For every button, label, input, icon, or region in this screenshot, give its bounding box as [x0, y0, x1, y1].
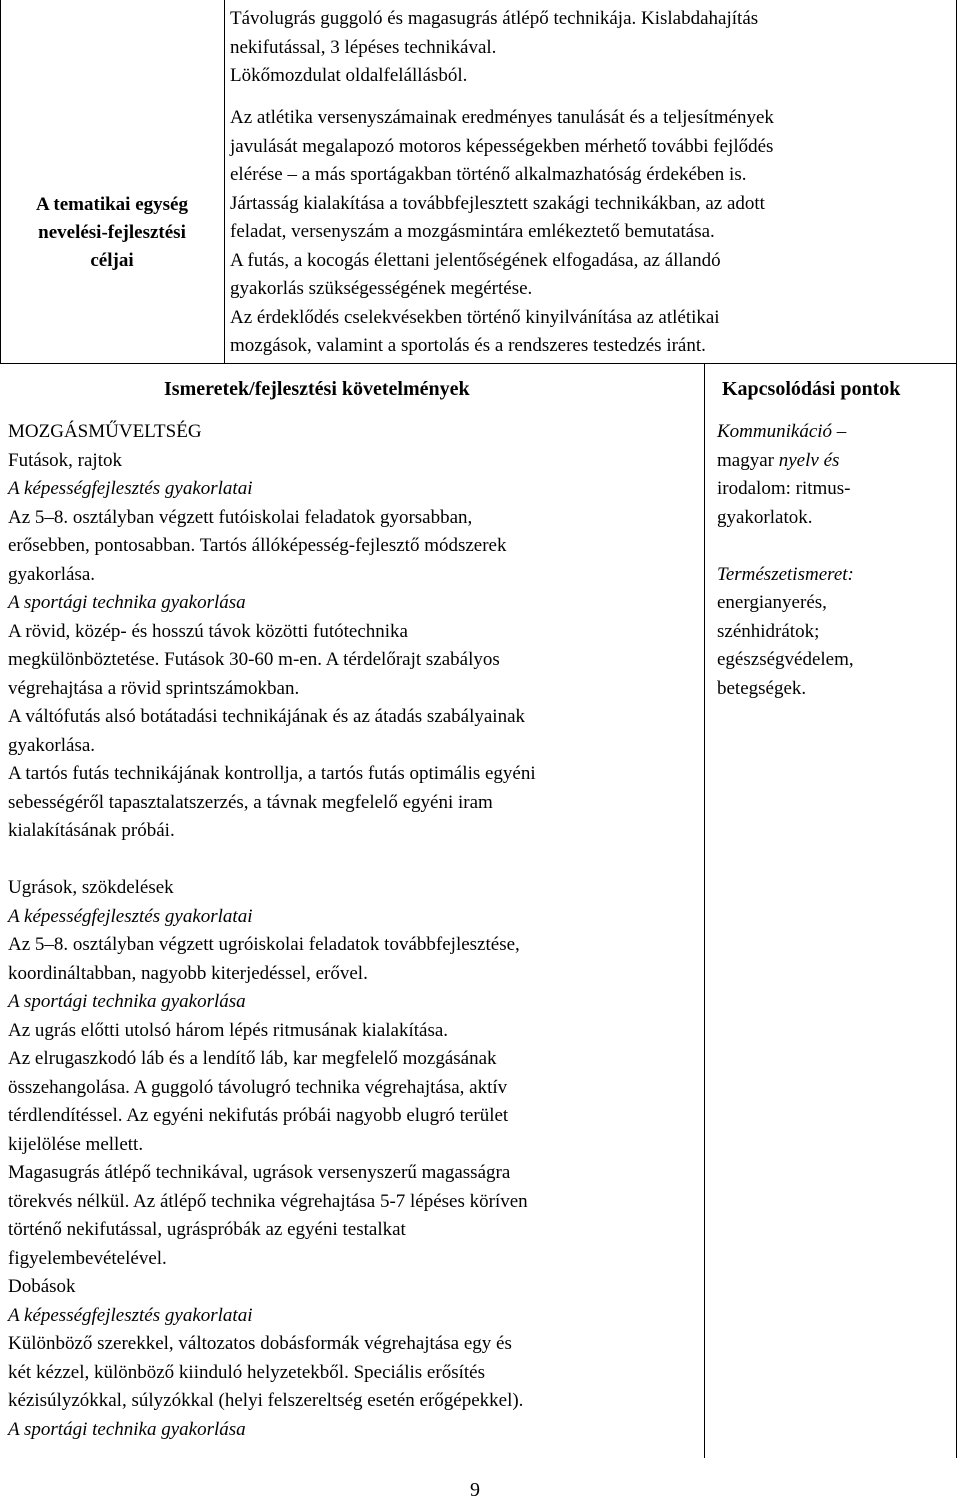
text-line: Az elrugaszkodó láb és a lendítő láb, kar megfelelő mozgásának: [8, 1048, 497, 1069]
text-line: Távolugrás guggoló és magasugrás átlépő technikája. Kislabdahajítás: [230, 8, 759, 29]
text-line: A sportági technika gyakorlása: [8, 1418, 246, 1440]
text-line: két kézzel, különböző kiinduló helyzetekből. Speciális erősítés: [8, 1361, 485, 1383]
text-line: összehangolása. A guggoló távolugró technika végrehajtása, aktív: [8, 1076, 508, 1098]
text-line: Az 5–8. osztályban végzett ugróiskolai feladatok továbbfejlesztése,: [8, 934, 520, 955]
page-number: 9: [470, 1479, 480, 1501]
table-left-border: [0, 0, 1, 363]
text-line: energianyerés,: [717, 592, 827, 613]
text-line: Kommunikáció –: [717, 421, 847, 442]
table-right-border: [956, 0, 957, 1458]
text-line: A sportági technika gyakorlása: [8, 592, 246, 613]
text-line: Az ugrás előtti utolsó három lépés ritmusának kialakítása.: [8, 1019, 449, 1041]
text-line: A képességfejlesztés gyakorlatai: [8, 1304, 253, 1326]
text-line: erősebben, pontosabban. Tartós állóképesség-fejlesztő módszerek: [8, 535, 507, 556]
text-line: Dobások: [8, 1276, 76, 1297]
text-line: A tartós futás technikájának kontrollja, a tartós futás optimális egyéni: [8, 763, 536, 784]
requirements-content: [8, 418, 702, 1444]
requirements-header: Ismeretek/fejlesztési követelmények: [164, 378, 470, 400]
text-line: gyakorlása.: [8, 734, 96, 756]
text-line: kijelölése mellett.: [8, 1133, 144, 1155]
text-line: nekifutással, 3 lépéses technikával.: [230, 36, 497, 58]
text-line: Különböző szerekkel, változatos dobásformák végrehajtása egy és: [8, 1333, 512, 1354]
text-line: Magasugrás átlépő technikával, ugrások versenyszerű magasságra: [8, 1162, 511, 1183]
text-line: javulását megalapozó motoros képességekben mérhető további fejlődés: [230, 135, 774, 157]
text-line: Az 5–8. osztályban végzett futóiskolai feladatok gyorsabban,: [8, 506, 473, 528]
text-line: irodalom: ritmus-: [717, 478, 851, 499]
text-line: Jártasság kialakítása a továbbfejlesztett szakági technikákban, az adott: [230, 192, 765, 214]
text-line: A váltófutás alsó botátadási technikájának és az átadás szabályainak: [8, 706, 526, 727]
text-line: törekvés nélkül. Az átlépő technika végrehajtása 5-7 lépéses köríven: [8, 1190, 528, 1212]
text-line: A képességfejlesztés gyakorlatai: [8, 478, 253, 499]
table-row-divider: [0, 363, 957, 364]
goals-label: A tematikai egység nevelési-fejlesztési céljai: [36, 194, 188, 271]
text-line: A képességfejlesztés gyakorlatai: [8, 905, 253, 927]
text-line: Az érdeklődés cselekvésekben történő kinyilvánítása az atlétikai: [230, 306, 720, 328]
text-line: mozgások, valamint a sportolás és a rendszeres testedzés iránt.: [230, 335, 706, 356]
text-line: megkülönböztetése. Futások 30-60 m-en. A térdelőrajt szabályos: [8, 649, 500, 670]
connections-content: [717, 418, 953, 703]
text-line: kialakításának próbái.: [8, 820, 175, 841]
text-line: sebességéről tapasztalatszerzés, a távnak megfelelő egyéni iram: [8, 791, 493, 813]
text-line: A sportági technika gyakorlása: [8, 991, 246, 1012]
text-line: gyakorlás szükségességének megértése.: [230, 278, 533, 299]
text-line: magyar nyelv és: [717, 449, 840, 471]
text-line: Ugrások, szökdelések: [8, 877, 174, 898]
blank-line: [717, 532, 953, 561]
text-line: egészségvédelem,: [717, 649, 854, 670]
text-line: kézisúlyzókkal, súlyzókkal (helyi felszereltség esetén erőgépekkel).: [8, 1390, 524, 1411]
table-column-divider: [704, 363, 705, 1458]
text-line: Futások, rajtok: [8, 449, 122, 471]
text-line: betegségek.: [717, 677, 807, 699]
top-row-text: [230, 5, 950, 91]
text-line: gyakorlatok.: [717, 506, 813, 528]
text-line: Az atlétika versenyszámainak eredményes tanulását és a teljesítmények: [230, 107, 774, 128]
text-line: A futás, a kocogás élettani jelentőségének elfogadása, az állandó: [230, 249, 721, 271]
blank-line: [8, 846, 702, 875]
text-line: A rövid, közép- és hosszú távok közötti futótechnika: [8, 620, 408, 642]
text-line: szénhidrátok;: [717, 620, 820, 642]
text-line: történő nekifutással, ugráspróbák az egyéni testalkat: [8, 1219, 406, 1240]
table-divider-label: [224, 0, 225, 363]
connections-header: Kapcsolódási pontok: [722, 378, 901, 400]
text-line: koordináltabban, nagyobb kiterjedéssel, erővel.: [8, 962, 368, 984]
goals-text: [230, 104, 952, 361]
text-line: térdlendítéssel. Az egyéni nekifutás próbái nagyobb elugró terület: [8, 1105, 509, 1126]
text-line: végrehajtása a rövid sprintszámokban.: [8, 677, 300, 699]
text-line: gyakorlása.: [8, 563, 96, 585]
text-line: Természetismeret:: [717, 563, 854, 585]
text-line: MOZGÁSMŰVELTSÉG: [8, 421, 202, 442]
text-line: feladat, versenyszám a mozgásmintára emlékeztető bemutatása.: [230, 221, 715, 242]
text-line: figyelembevételével.: [8, 1247, 167, 1269]
text-line: Lökőmozdulat oldalfelállásból.: [230, 65, 468, 86]
text-line: elérése – a más sportágakban történő alkalmazhatóság érdekében is.: [230, 164, 747, 185]
